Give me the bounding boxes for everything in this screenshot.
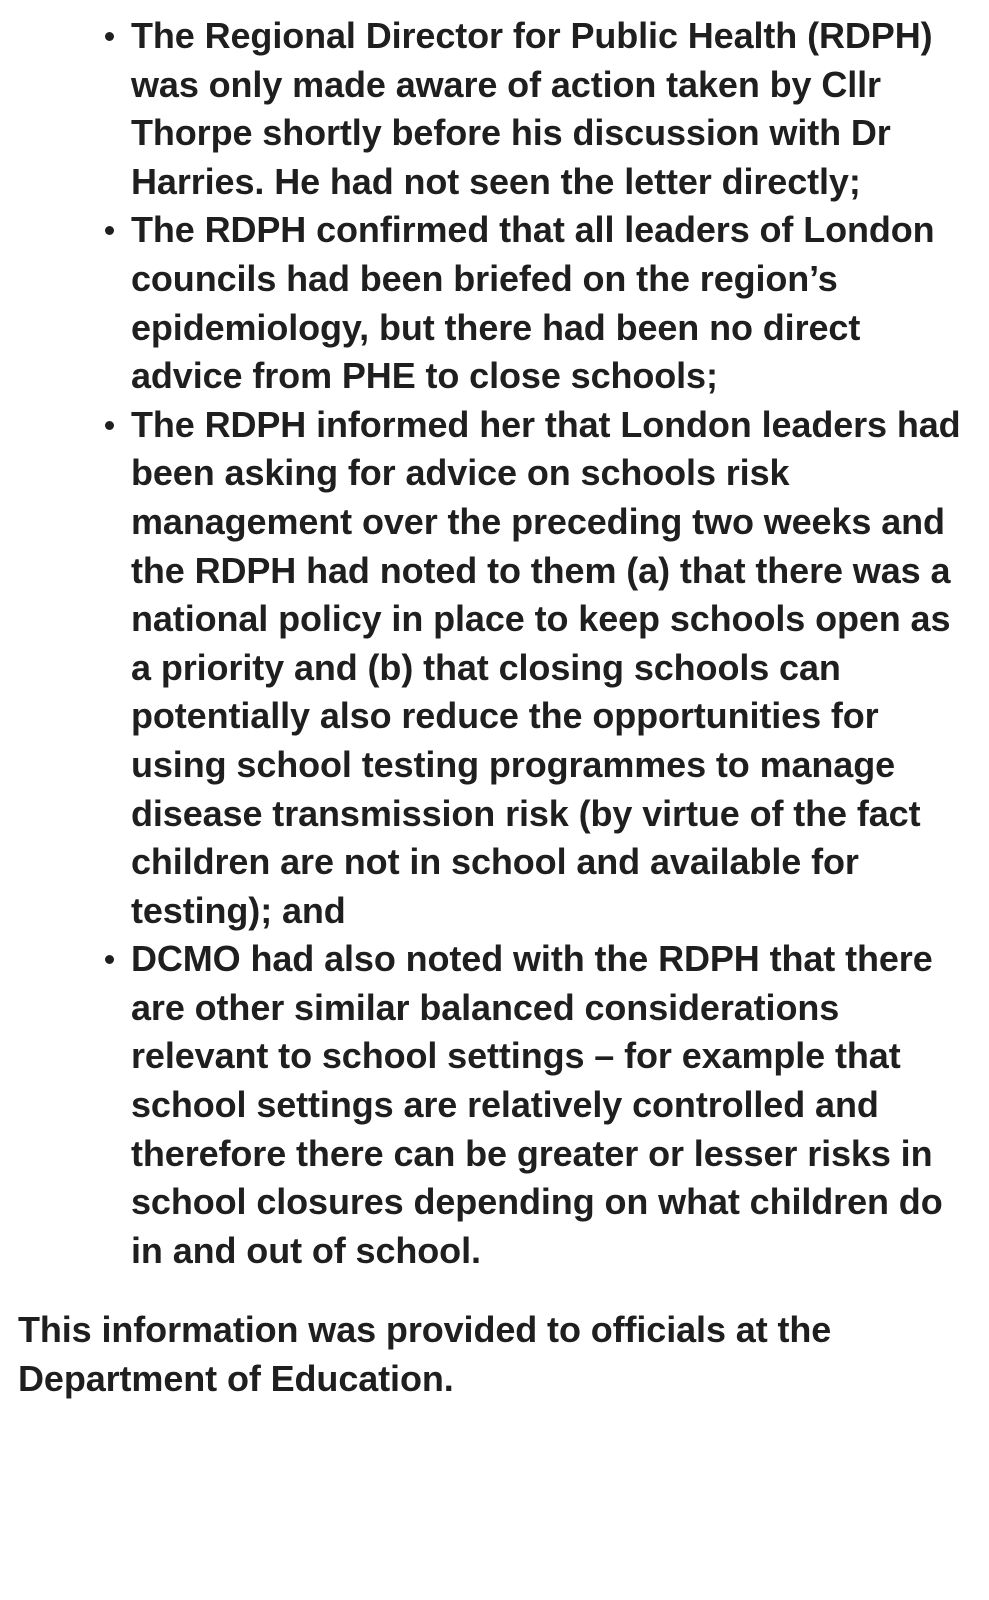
list-item (131, 401, 969, 936)
list-item (131, 206, 969, 400)
list-item (131, 12, 969, 206)
bullet-point-icon (105, 32, 114, 41)
list-item (131, 935, 969, 1275)
list-item-text: DCMO had also noted with the RDPH that there are other similar balanced considerations relevant to school settings – for example that school settings are relatively controlled and therefore there can be greater or lesser risks in school closures depending on what children do in and out of school. (131, 938, 943, 1271)
bullet-list (18, 12, 969, 1275)
closing-paragraph: This information was provided to officials at the Department of Education. (18, 1309, 832, 1400)
list-item-text: The RDPH informed her that London leaders had been asking for advice on schools risk management over the preceding two weeks and the RDPH had noted to them (a) that there was a national policy in place to keep schools open as a priority and (b) that closing schools can potentially also reduce the opportunities for using school testing programmes to manage disease transmission risk (by virtue of the fact children are not in school and available for testing); and (131, 403, 961, 931)
bullet-point-icon (105, 226, 114, 235)
list-item-text: The Regional Director for Public Health (RDPH) was only made aware of action taken by Cllr Thorpe shortly before his discussion with Dr Harries. He had not seen the letter directly; (131, 15, 933, 202)
bullet-point-icon (105, 421, 114, 430)
list-item-text: The RDPH confirmed that all leaders of London councils had been briefed on the region’s epidemiology, but there had been no direct advice from PHE to close schools; (131, 209, 935, 397)
bullet-point-icon (105, 955, 114, 964)
